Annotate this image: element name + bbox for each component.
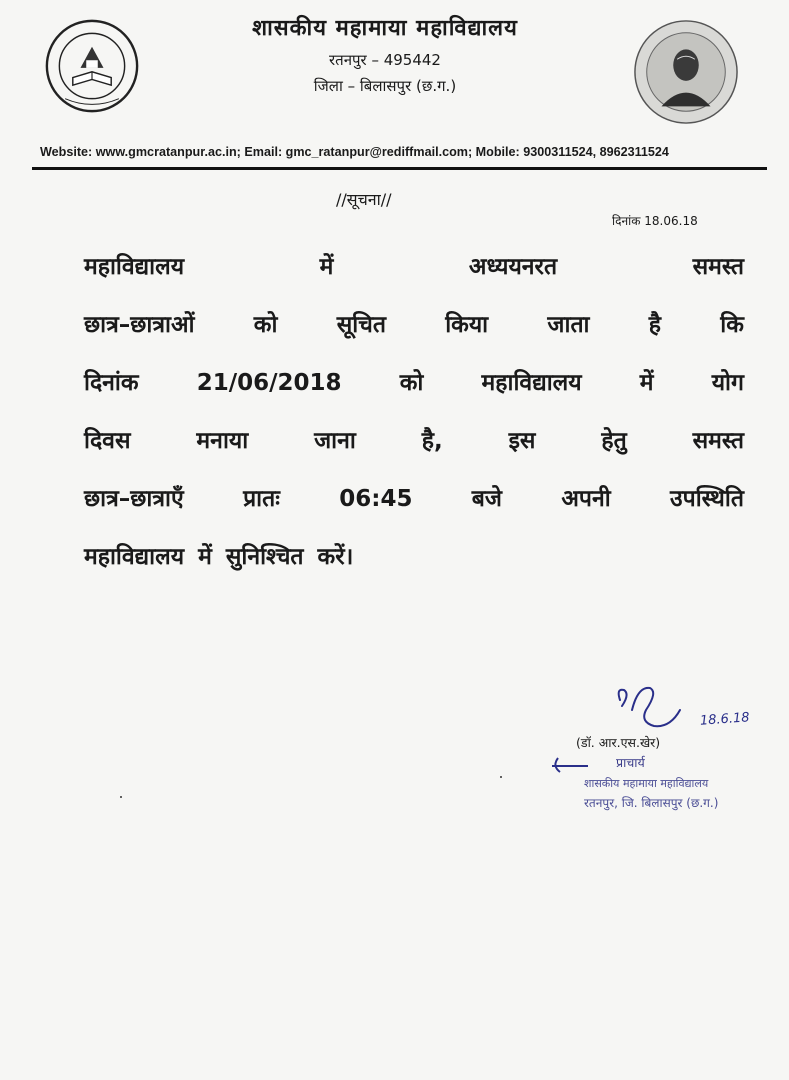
signatory-role: प्राचार्य bbox=[616, 755, 645, 770]
speck bbox=[120, 796, 122, 798]
town-pincode: रतनपुर – 495442 bbox=[329, 51, 441, 69]
body-line bbox=[84, 296, 744, 354]
word: जाता bbox=[547, 312, 590, 338]
word: जाना bbox=[314, 428, 356, 454]
portrait-seal-logo bbox=[632, 18, 740, 126]
signatory-name: (डॉ. आर.एस.खेर) bbox=[576, 735, 661, 750]
word: छात्र–छात्राएँ bbox=[84, 486, 184, 512]
stamp-college: शासकीय महामाया महाविद्यालय bbox=[584, 777, 709, 790]
word: कि bbox=[720, 312, 744, 338]
word: महाविद्यालय bbox=[481, 370, 582, 396]
word: दिवस bbox=[84, 428, 131, 454]
word: प्रातः bbox=[243, 486, 280, 512]
college-emblem-logo bbox=[44, 18, 140, 114]
word: उपस्थिति bbox=[670, 486, 744, 512]
body-line bbox=[84, 470, 744, 528]
word: समस्त bbox=[692, 254, 744, 280]
word: है, bbox=[421, 428, 443, 454]
notice-date: दिनांक 18.06.18 bbox=[612, 214, 698, 228]
time-value: 06:45 bbox=[339, 486, 413, 512]
word: इस bbox=[508, 428, 536, 454]
word: सुनिश्चित bbox=[225, 544, 304, 570]
word: है bbox=[648, 312, 662, 338]
word: को bbox=[253, 312, 278, 338]
word: में bbox=[198, 544, 212, 570]
word: में bbox=[639, 370, 654, 396]
word: महाविद्यालय bbox=[84, 544, 185, 570]
word: को bbox=[399, 370, 424, 396]
speck bbox=[500, 776, 502, 778]
word: बजे bbox=[471, 486, 502, 512]
word: सूचित bbox=[336, 312, 386, 338]
body-line bbox=[84, 238, 744, 296]
word: महाविद्यालय bbox=[84, 254, 185, 280]
body-line bbox=[84, 528, 744, 586]
word: अपनी bbox=[561, 486, 611, 512]
word: करें। bbox=[317, 544, 354, 570]
body-line bbox=[84, 412, 744, 470]
word: मनाया bbox=[196, 428, 249, 454]
header-divider bbox=[32, 167, 767, 170]
word: हेतु bbox=[601, 428, 627, 454]
contact-line: Website: www.gmcratanpur.ac.in; Email: gmc_ratanpur@rediffmail.com; Mobile: 9300311524, 8962311524 bbox=[40, 145, 669, 159]
word: में bbox=[319, 254, 334, 280]
word: योग bbox=[711, 370, 744, 396]
date-value: 21/06/2018 bbox=[196, 370, 342, 396]
notice-title: //सूचना// bbox=[336, 190, 392, 209]
word: समस्त bbox=[692, 428, 744, 454]
stamp-address: रतनपुर, जि. बिलासपुर (छ.ग.) bbox=[584, 796, 719, 810]
handwritten-signature bbox=[610, 680, 690, 732]
body-line bbox=[84, 354, 744, 412]
ink-mark bbox=[548, 750, 592, 776]
letterhead bbox=[150, 8, 620, 96]
notice-body bbox=[84, 238, 744, 586]
word: किया bbox=[445, 312, 489, 338]
word: छात्र–छात्राओं bbox=[84, 312, 195, 338]
word: अध्ययनरत bbox=[468, 254, 558, 280]
signature-date: 18.6.18 bbox=[699, 710, 751, 729]
word: दिनांक bbox=[84, 370, 139, 396]
college-name: शासकीय महामाया महाविद्यालय bbox=[252, 16, 518, 41]
district: जिला – बिलासपुर (छ.ग.) bbox=[313, 77, 457, 95]
